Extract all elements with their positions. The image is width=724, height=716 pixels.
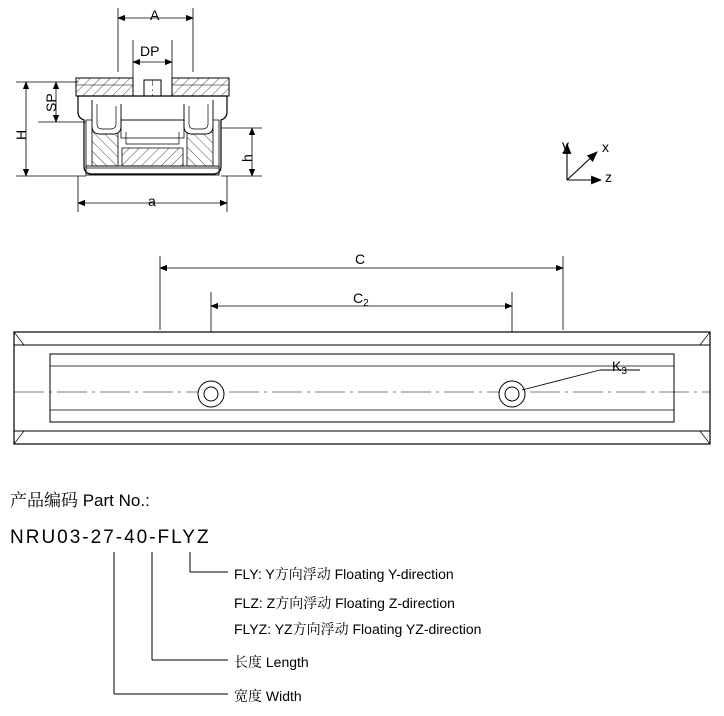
callout-flz: FLZ: Z方向浮动 Floating Z-direction (234, 595, 455, 611)
part-no-code: NRU03-27-40-FLYZ (10, 527, 211, 548)
callout-width: 宽度 Width (234, 688, 302, 704)
dimension-label-A: A (150, 7, 160, 23)
axis-indicator (567, 144, 601, 180)
mounting-hole-right (499, 381, 525, 407)
upper-plate-left (76, 78, 133, 96)
dimension-label-DP: DP (140, 43, 160, 59)
rail-inner-plate (50, 354, 674, 422)
axis-label-y: y (562, 137, 569, 153)
dimension-label-K3-subscript: 3 (621, 366, 627, 377)
axis-label-z: z (605, 169, 612, 185)
dimension-label-C2 (353, 290, 369, 309)
dimension-h (221, 128, 262, 176)
callout-fly: FLY: Y方向浮动 Floating Y-direction (234, 566, 454, 582)
dimension-label-h: h (239, 154, 255, 162)
dimension-label-H: H (13, 129, 29, 140)
dimension-label-C2-subscript: 2 (363, 298, 369, 309)
upper-plate-right (172, 78, 229, 96)
ball-track-right (184, 100, 213, 134)
dimension-label-C2-base: C (353, 290, 364, 306)
mounting-hole-left (198, 381, 224, 407)
axis-label-x: x (602, 139, 609, 155)
dimension-label-C: C (355, 251, 366, 267)
part-number-leaders (114, 552, 228, 694)
ball-track-left (92, 100, 121, 134)
callout-length: 长度 Length (234, 654, 309, 670)
rail-top-view (14, 256, 710, 444)
dimension-label-K3-base: K (612, 358, 622, 374)
dimension-label-a: a (148, 193, 156, 209)
part-no-heading: 产品编码 Part No.: (10, 491, 150, 510)
dimension-label-K3 (612, 358, 627, 377)
callout-flyz: FLYZ: YZ方向浮动 Floating YZ-direction (234, 621, 482, 637)
dimension-label-SP: SP (43, 93, 59, 112)
